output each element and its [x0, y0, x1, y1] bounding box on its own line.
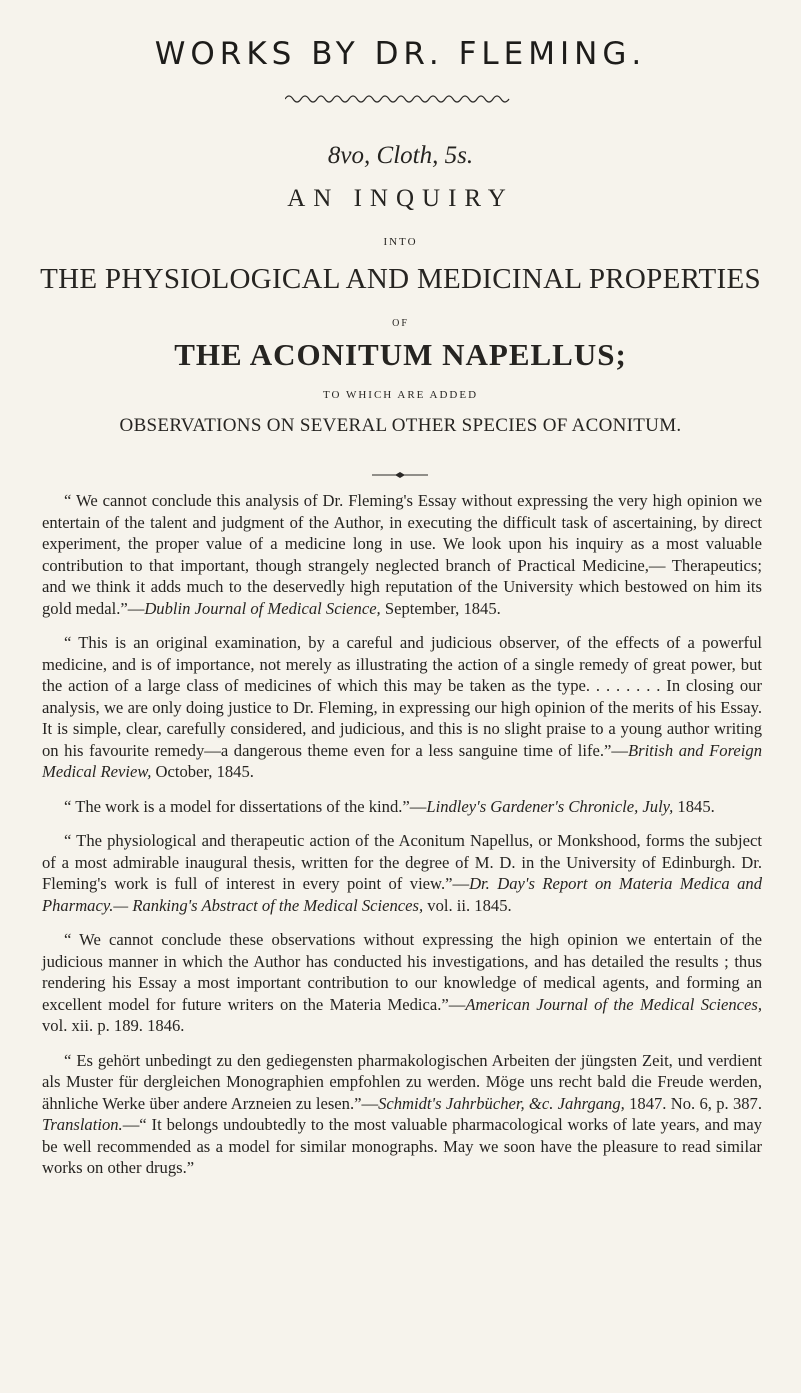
review-quote: “ This is an original examination, by a careful and judicious observer, of the effects of a powerful medicine, and is of importance, not merely as illustrating the action of a single remedy of great power, but the action of a large class of medicines of which this may be taken as the type. . . . . . . . In closing our analysis, we are only doing justice to Dr. Fleming, in expressing our high opinion of the merits of his Essay. It is simple, clear, carefully considered, and judicious, and this is no slight praise to a young author writing on his favourite remedy—a dangerous theme even for a less sanguine time of life.”— [42, 633, 762, 760]
review-date: September, 1845. [380, 598, 501, 618]
title-into: INTO [383, 236, 418, 248]
review-day-ranking [42, 830, 762, 916]
review-source: Lindley's Gardener's Chronicle, July, [426, 796, 674, 816]
review-dublin [42, 490, 762, 619]
title-line-2: THE PHYSIOLOGICAL AND MEDICINAL PROPERTIES [40, 263, 761, 295]
press-reviews [42, 490, 762, 1192]
translation-text: —“ It belongs undoubtedly to the most valuable pharmacological works of late years, and may be well recommended as a model for similar monographs. May we soon have the pleasure to read similar works on other drugs.” [42, 1115, 762, 1177]
review-date: 1845. [673, 796, 715, 816]
review-lindley [42, 796, 762, 818]
review-schmidt [42, 1050, 762, 1179]
review-source: Dublin Journal of Medical Science, [144, 598, 381, 618]
review-date: vol. ii. 1845. [423, 895, 512, 915]
title-line-3: THE ACONITUM NAPELLUS; [174, 337, 627, 372]
review-date: 1847. No. 6, p. 387. [624, 1093, 762, 1113]
review-source: Schmidt's Jahrbücher, &c. Jahrgang, [378, 1093, 625, 1113]
review-quote: “ We cannot conclude these observations without expressing the high opinion we entertain of the judicious manner in which the Author has conducted his investigations, and has detailed the results ; thus rendering his Essay a most important contribution to our knowledge of medical agents, and forming an excellent model for future writers on the Materia Medica.”— [42, 930, 762, 1014]
review-source: Dr. Day's Report on Materia Medica and Pharmacy.— Ranking's Abstract of the Medical Sciences, [42, 874, 762, 915]
title-line-4: OBSERVATIONS ON SEVERAL OTHER SPECIES OF ACONITUM. [119, 415, 682, 436]
title-of: OF [392, 318, 409, 329]
review-quote: “ We cannot conclude this analysis of Dr. Fleming's Essay without expressing the very high opinion we entertain of the talent and judgment of the Author, in executing the difficult task of ascertaining, by direct experiment, the proper value of a medicine long in use. We look upon his inquiry as a most valuable contribution to that important, though strangely neglected branch of Practical Medicine,— Therapeutics; and we think it adds much to the deservedly high reputation of the University which bestowed on him its gold medal.”— [42, 491, 762, 618]
review-source: British and Foreign Medical Review, [42, 740, 762, 781]
review-date: vol. xii. p. 189. 1846. [42, 1016, 185, 1035]
review-american-journal [42, 929, 762, 1037]
page-heading: WORKS BY DR. FLEMING. [154, 36, 647, 72]
translation-label: Translation. [42, 1115, 123, 1134]
review-date: October, 1845. [151, 762, 254, 781]
wavy-ornament [285, 93, 513, 105]
review-quote: “ Es gehört unbedingt zu den gediegensten pharmakologischen Arbeiten der jüngsten Zeit, und verdient als Muster für dergleichen Monographien empfohlen zu werden. Möge uns recht bald die Freude werden, ähnliche Werke über andere Arzneien zu lesen.”— [42, 1050, 762, 1113]
review-source: American Journal of the Medical Sciences, [465, 994, 762, 1014]
review-british-foreign [42, 632, 762, 783]
title-to-which: TO WHICH ARE ADDED [322, 389, 479, 401]
review-quote: “ The work is a model for dissertations of the kind.”— [64, 796, 427, 816]
diamond-rule-ornament [372, 472, 428, 478]
review-quote: “ The physiological and therapeutic action of the Aconitum Napellus, or Monkshood, forms the subject of a most admirable inaugural thesis, written for the degree of M. D. in the University of Edinburgh. Dr. Fleming's work is full of interest in every point of view.”— [42, 831, 762, 893]
title-line-1: AN INQUIRY [287, 185, 514, 212]
format-price: 8vo, Cloth, 5s. [327, 142, 474, 169]
